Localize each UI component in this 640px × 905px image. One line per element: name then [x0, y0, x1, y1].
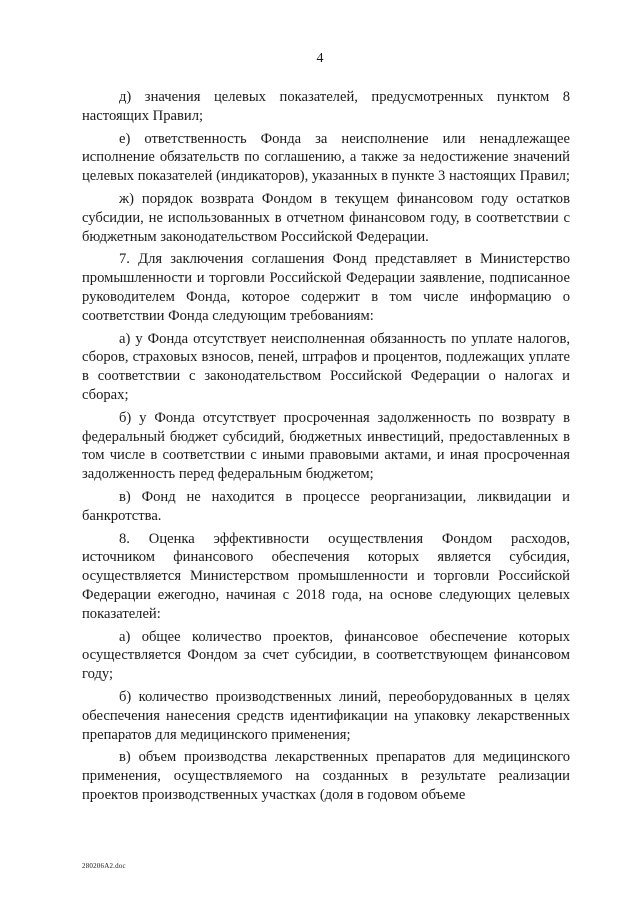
paragraph-zh: ж) порядок возврата Фондом в текущем финансовом году остатков субсидии, не использованных в отчетном финансовом году, в соответствии с бюджетным законодательством Российской Федерации.	[82, 190, 570, 245]
paragraph-e: е) ответственность Фонда за неисполнение или ненадлежащее исполнение обязательств по соглашению, а также за недостижение значений целевых показателей (индикаторов), указанных в пункте 3 настоящих Правил;	[82, 130, 570, 185]
paragraph-7b: б) у Фонда отсутствует просроченная задолженность по возврату в федеральный бюджет субсидий, бюджетных инвестиций, предоставленных в том числе в соответствии с иными правовыми актами, и иная просроченная задолженность перед федеральным бюджетом;	[82, 409, 570, 483]
paragraph-8: 8. Оценка эффективности осуществления Фондом расходов, источником финансового обеспечения которых является субсидия, осуществляется Министерством промышленности и торговли Российской Федерации ежегодно, начиная с 2018 года, на основе следующих целевых показателей:	[82, 530, 570, 622]
document-body	[82, 88, 570, 805]
paragraph-8v: в) объем производства лекарственных препаратов для медицинского применения, осуществляемого на созданных в результате реализации проектов производственных участках (доля в годовом объеме	[82, 749, 570, 803]
paragraph-7: 7. Для заключения соглашения Фонд представляет в Министерство промышленности и торговли Российской Федерации заявление, подписанное руководителем Фонда, которое содержит в том числе информацию о соответствии Фонда следующим требованиям:	[82, 251, 570, 324]
paragraph-8b: б) количество производственных линий, переоборудованных в целях обеспечения нанесения средств идентификации на упаковку лекарственных препаратов для медицинского применения;	[82, 688, 570, 743]
paragraph-7v: в) Фонд не находится в процессе реорганизации, ликвидации и банкротства.	[82, 488, 570, 524]
document-file-name: 280206A2.doc	[82, 862, 126, 870]
paragraph-d: д) значения целевых показателей, предусмотренных пунктом 8 настоящих Правил;	[82, 89, 570, 124]
paragraph-7a: а) у Фонда отсутствует неисполненная обязанность по уплате налогов, сборов, страховых взносов, пеней, штрафов и процентов, подлежащих уплате в соответствии с законодательством Российской Федерации о налогах и сборах;	[82, 330, 570, 403]
paragraph-8a: а) общее количество проектов, финансовое обеспечение которых осуществляется Фондом за счет субсидии, в соответствующем финансовом году;	[82, 628, 570, 683]
page-number: 4	[316, 51, 324, 66]
